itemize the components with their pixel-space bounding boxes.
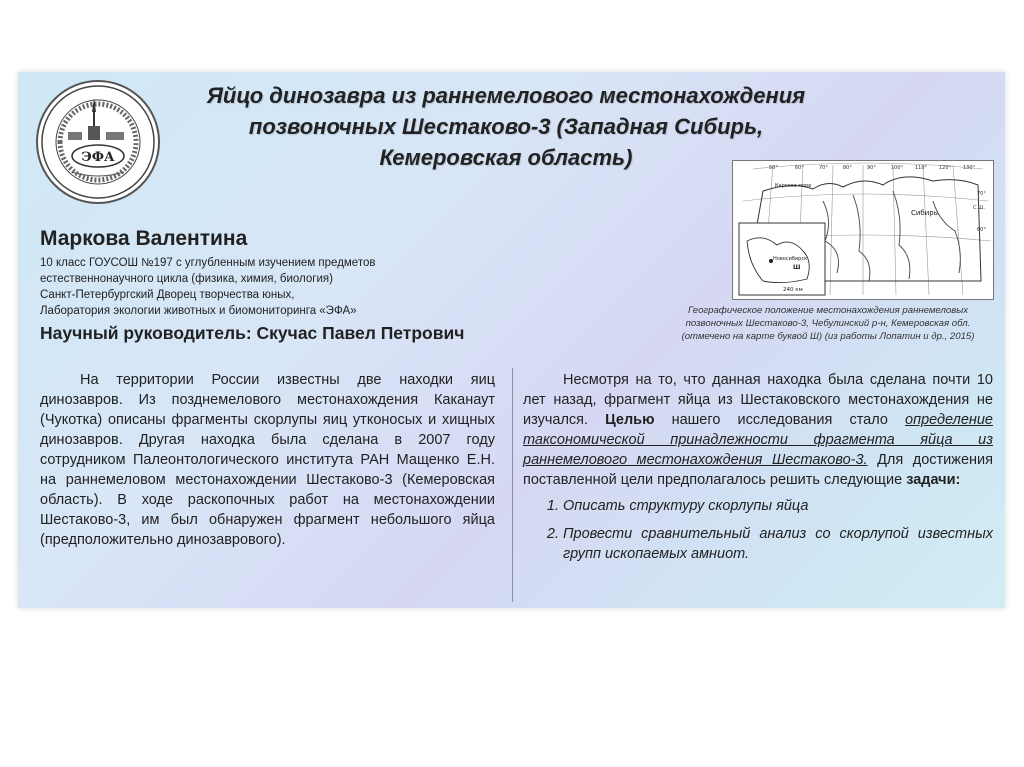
affiliation-line: Лаборатория экологии животных и биомониторинга «ЭФА» (40, 305, 357, 317)
map-lon-label: 50° (769, 165, 778, 171)
affiliation-line: естественнонаучного цикла (физика, химия, биология) (40, 273, 333, 285)
goal-text-part2: нашего исследования стало (671, 412, 888, 428)
author-affiliation (40, 255, 510, 319)
emblem-text: ЭФА (81, 150, 115, 165)
tasks-list (523, 496, 993, 564)
goal-label: Целью (605, 412, 655, 428)
column-divider (512, 368, 513, 602)
title-line-3: Кемеровская область) (379, 145, 633, 170)
map-lat-label: 60° (977, 227, 986, 233)
affiliation-line: 10 класс ГОУСОШ №197 с углубленным изучением предметов (40, 257, 376, 269)
title-line-1: Яйцо динозавра из раннемелового местонахождения (206, 83, 806, 108)
map-lon-label: 130° (963, 165, 976, 171)
emblem-graphic (38, 82, 158, 202)
map-lon-label: 60° (795, 165, 804, 171)
author-name: Маркова Валентина (40, 227, 248, 250)
task-item: 2. Провести сравнительный анализ со скорлупой известных групп ископаемых амниот. (563, 524, 993, 564)
map-label-kara-sea: Карское море (775, 183, 812, 189)
supervisor: Научный руководитель: Скучас Павел Петрович (40, 323, 465, 343)
map-caption-line: (отмечено на карте буквой Ш) (из работы Лопатин и др., 2015) (681, 331, 975, 342)
intro-text: На территории России известны две находки яиц динозавров. Из позднемелового местонахождения Каканаут (Чукотка) описаны фрагменты скорлупы яиц утконосых и хищных динозавров. Другая находка была сделана в 2007 году сотрудником Палеонтологического института РАН Мащенко Е.Н. на раннемеловом местонахождении Шестаково-3 (Кемеровская область). В ходе раскопочных работ на местонахождении Шестаково-3, им был обнаружен фрагмент небольшого яйца (предположительно динозаврового). (40, 372, 495, 548)
tasks-label: задачи: (906, 472, 961, 488)
intro-paragraph (40, 370, 495, 550)
goal-definition: определение таксономической принадлежности фрагмента яйца из раннемелового местонахождения Шестаково-3. (523, 412, 993, 468)
map-lat-label: 70° (977, 191, 986, 197)
map-lon-label: 80° (843, 165, 852, 171)
map-lon-label: 100° (891, 165, 904, 171)
location-map (732, 160, 994, 300)
goal-text-block (523, 370, 993, 490)
map-label-sibir: Сибирь (911, 209, 938, 217)
poster (18, 72, 1005, 608)
map-caption-line: позвоночных Шестаково-3, Чебулинский р-н, Кемеровская обл. (685, 318, 971, 329)
affiliation-line: Санкт-Петербургский Дворец творчества юных, (40, 289, 295, 301)
goal-paragraph (523, 370, 993, 572)
map-lat-label: С.Ш. (973, 205, 986, 211)
goal-text-part1: Несмотря на то, что данная находка была сделана почти 10 лет назад, фрагмент яйца из Шестаковского местонахождения не изучался. (523, 372, 993, 428)
map-lon-label: 90° (867, 165, 876, 171)
map-caption-line: Географическое положение местонахождения раннемеловых (687, 305, 969, 316)
map-lon-label: 70° (819, 165, 828, 171)
efa-emblem-logo (36, 80, 160, 204)
map-label-scale: 240 км (783, 287, 803, 293)
map-label-sh: Ш (793, 264, 801, 271)
map-caption (658, 304, 998, 343)
task-item: 1. Описать структуру скорлупы яйца (563, 496, 993, 516)
map-lon-label: 120° (939, 165, 952, 171)
goal-text-part3: Для достижения поставленной цели предполагалось решить следующие (523, 452, 994, 488)
map-label-novosibirsk: Новосибирск (773, 256, 808, 262)
title-line-2: позвоночных Шестаково-3 (Западная Сибирь, (248, 114, 764, 139)
map-lon-label: 110° (915, 165, 928, 171)
map-graphic (733, 161, 993, 299)
